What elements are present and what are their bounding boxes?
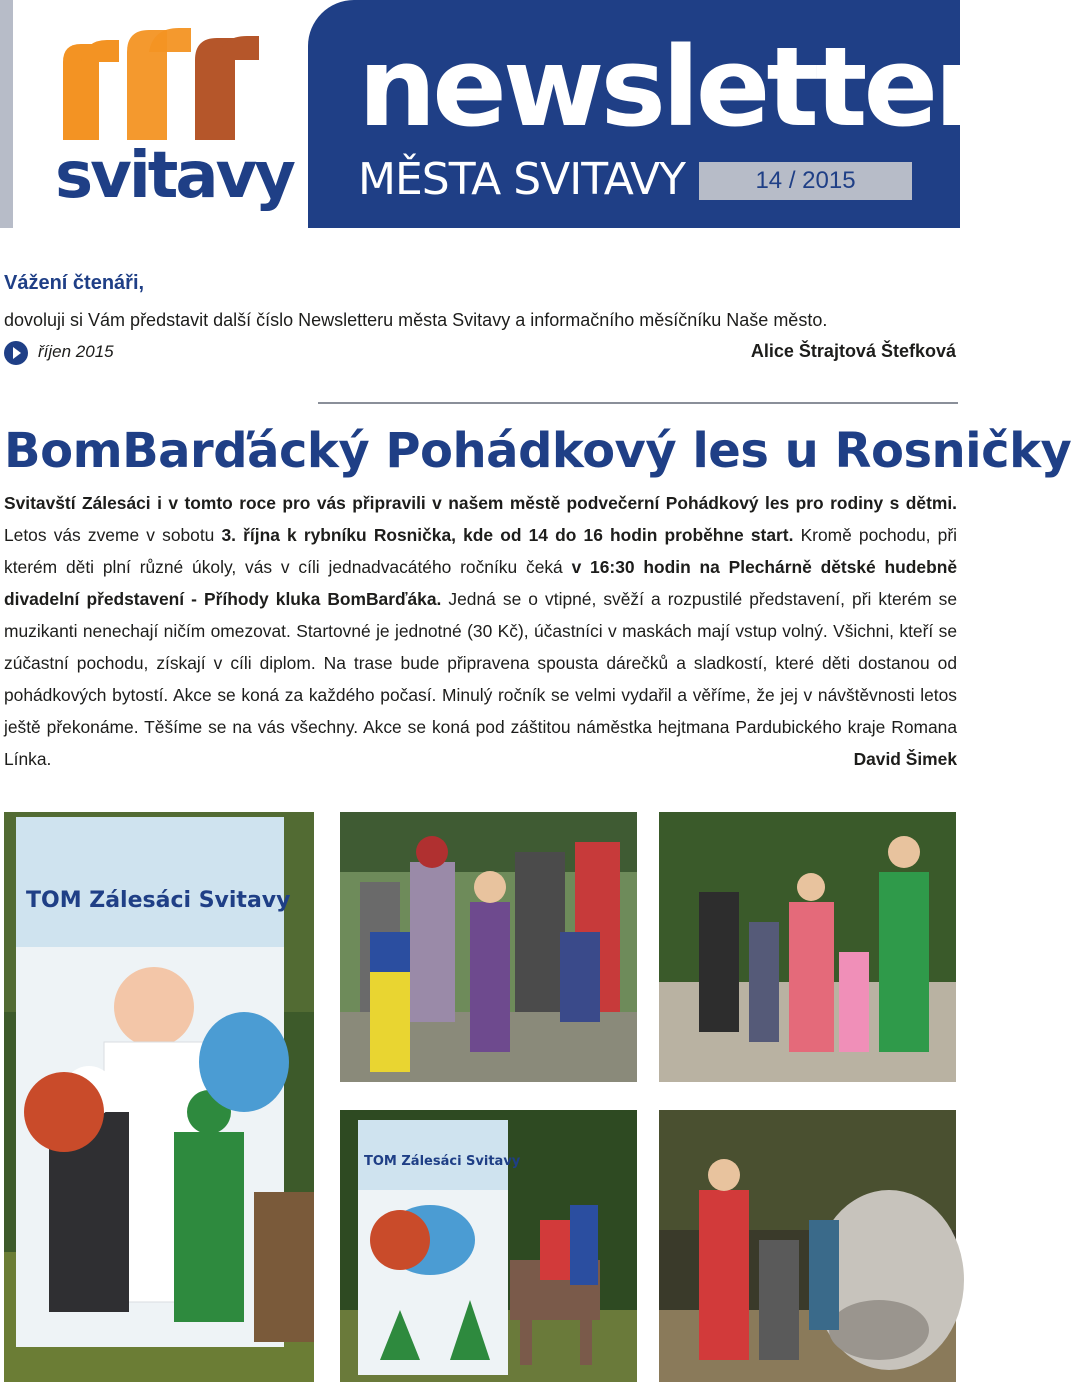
photo-monster-sculpture <box>659 1110 956 1382</box>
intro-date: říjen 2015 <box>38 342 114 361</box>
greeting: Vážení čtenáři, <box>4 272 145 294</box>
article-text-2: Kromě pochodu, při kterém děti plní různé úkoly, vás v cíli jednadvacátého ročníku čeká <box>4 525 957 577</box>
banner-subtitle: MĚSTA SVITAVY <box>358 154 685 205</box>
newsletter-banner <box>308 0 985 228</box>
play-arrow-icon <box>4 341 28 365</box>
intro-text: dovoluji si Vám představit další číslo Newsletteru města Svitavy a informačního měsíčníku Naše město. <box>4 310 828 330</box>
svitavy-logo <box>55 22 293 217</box>
intro-author: Alice Štrajtová Štefková <box>750 341 956 361</box>
article-author: David Šimek <box>853 749 957 769</box>
article-text-3: Jedná se o vtipné, svěží a rozpustilé představení, při kterém se muzikanti nenechají ničím omezovat. Startovné je jednotné (30 Kč), účastníci v maskách mají vstup volný. Všichni, kteří se zúčastní pochodu, získají v cíli diplom. Na trase bude připravena spousta dárečků a sladkostí, které děti dostanou od pohádkových bytostí. Akce se koná za každého počasí. Minulý ročník se velmi vydařil a věříme, že jej v návštěvnosti letos ještě překonáme. Těšíme se na vás všechny. Akce se koná pod záštitou náměstka hejtmana Pardubického kraje Romana Línka. <box>4 589 958 769</box>
article-highlight-2: v 16:30 hodin na Plechárně dětské hudebně divadelní představení - Příhody kluka BomBarďáka. <box>4 557 957 609</box>
article-text-1: Letos vás zveme v sobotu <box>4 525 215 545</box>
header-left-rule <box>0 0 13 228</box>
issue-number: 14 / 2015 <box>699 162 912 200</box>
photo-group-start <box>340 812 637 1082</box>
banner-title: newsletter <box>358 23 985 151</box>
article-title: BomBarďácký Pohádkový les u Rosničky <box>4 423 1071 479</box>
article-body <box>4 487 957 775</box>
logo-text: svitavy <box>55 139 293 213</box>
logo-arches-icon <box>55 22 275 142</box>
banner-text-2: TOM Zálesáci Svitavy <box>364 1154 521 1169</box>
photo-walk-path <box>659 812 956 1082</box>
photo-banner-kids <box>4 812 314 1382</box>
date-row <box>4 340 956 366</box>
article-lead: Svitavští Zálesáci i v tomto roce pro vás připravili v našem městě podvečerní Pohádkový les pro rodiny s dětmi. <box>4 493 957 513</box>
article-highlight-1: 3. října k rybníku Rosnička, kde od 14 do 16 hodin proběhne start. <box>221 525 794 545</box>
section-divider <box>318 402 958 404</box>
banner-text-1: TOM Zálesáci Svitavy <box>26 888 291 913</box>
photo-banner-donkey <box>340 1110 637 1382</box>
